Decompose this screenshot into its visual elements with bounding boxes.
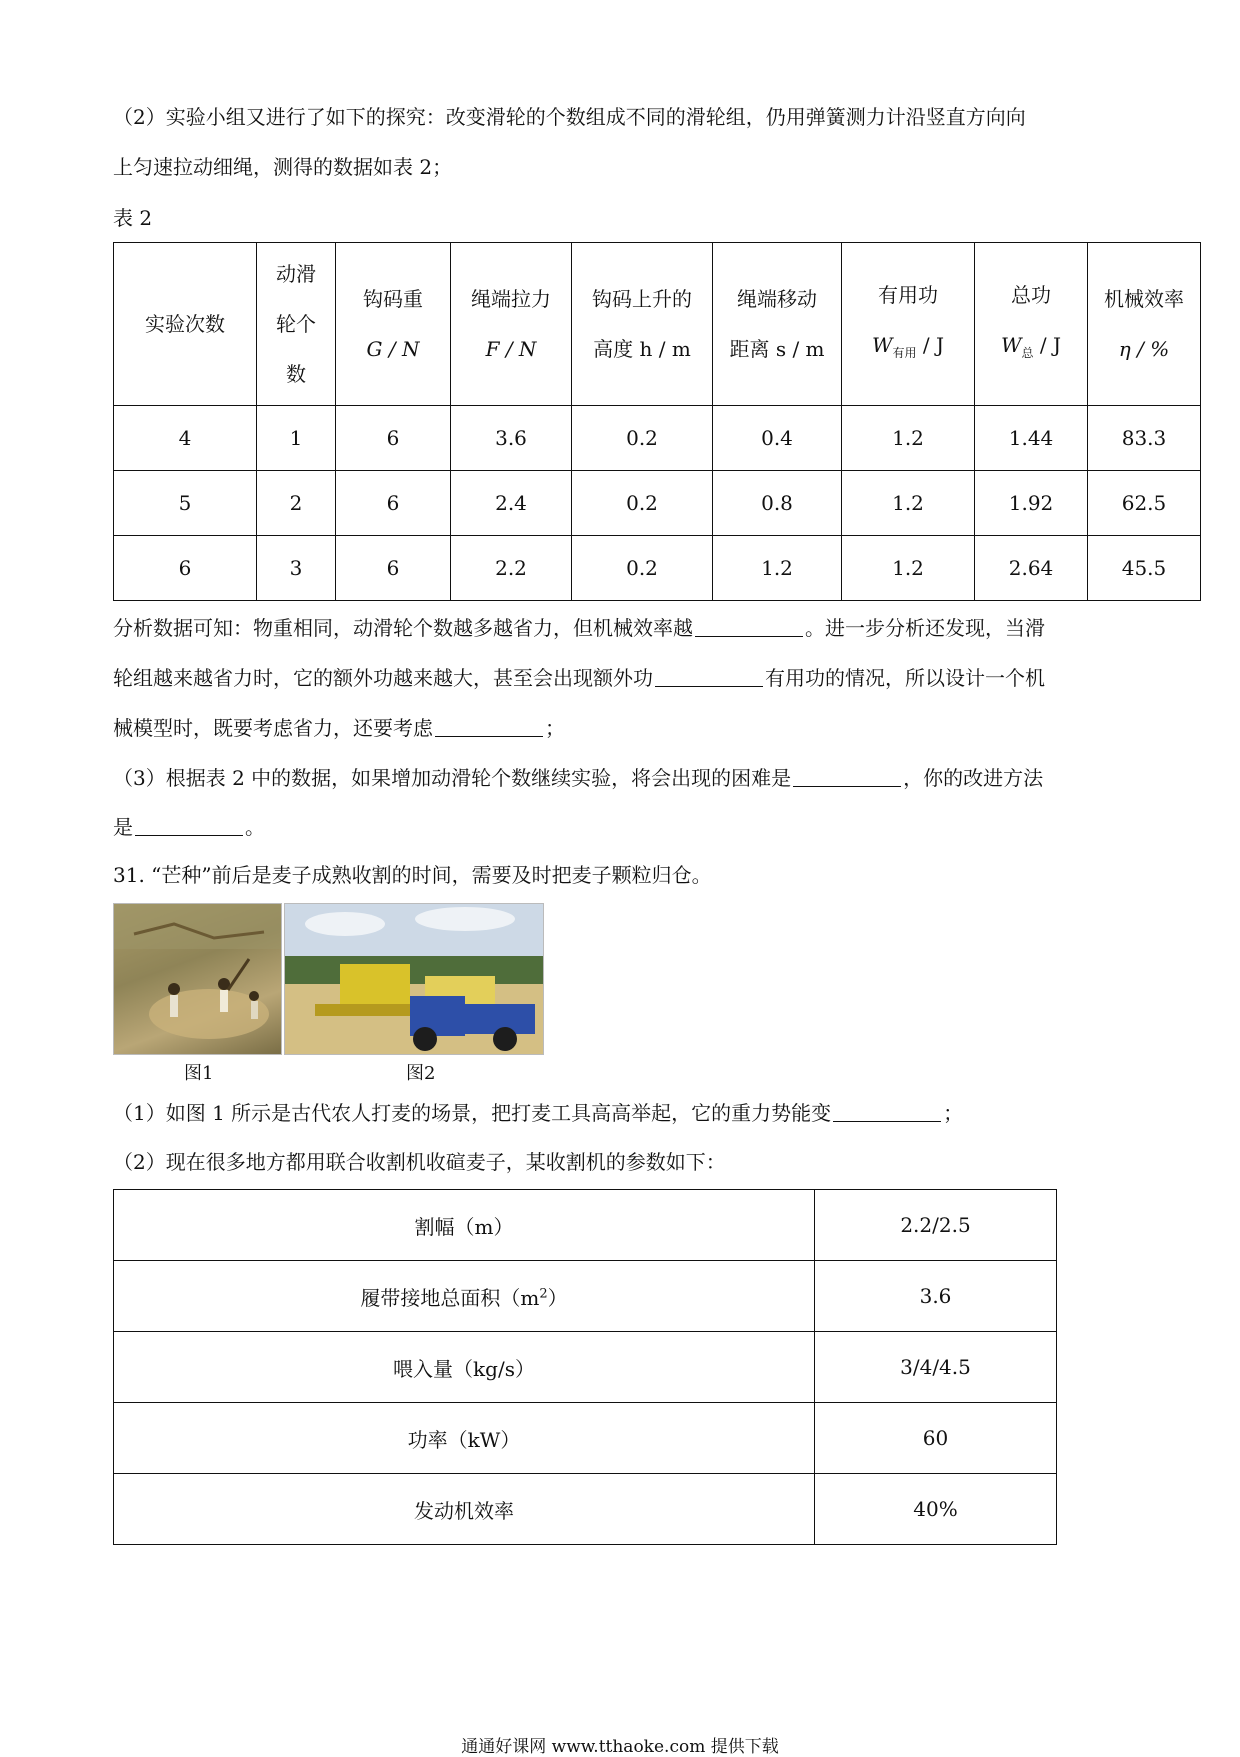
cell: 1.92 [975,471,1088,536]
cell: 5 [114,471,257,536]
cell: 62.5 [1088,471,1201,536]
figure-2-caption: 图2 [406,1063,436,1084]
header-useful-work: 有用功 $W_{有用}$ / J [842,243,975,406]
cell: 3.6 [451,406,572,471]
answer-blank[interactable] [655,666,763,687]
header-pull: 绳端拉力 F / N [451,243,572,406]
q30-part3-line2: 是 。 [113,815,265,839]
cell: 83.3 [1088,406,1201,471]
cell: 45.5 [1088,536,1201,601]
cell: 1.2 [842,406,975,471]
table-row [114,1403,1057,1474]
q31-intro: 31. “芒种”前后是麦子成熟收割的时间，需要及时把麦子颗粒归仓。 [113,863,712,887]
table-row [114,471,1201,536]
cell: 4 [114,406,257,471]
cell: 2.2 [451,536,572,601]
param-label: 割幅（m） [114,1190,815,1261]
cell: 6 [336,536,451,601]
q30-part2-line2: 上匀速拉动细绳，测得的数据如表 2； [113,155,453,179]
answer-blank[interactable] [435,716,543,737]
answer-blank[interactable] [695,616,803,637]
cell: 2 [257,471,336,536]
answer-blank[interactable] [135,815,243,836]
cell: 0.2 [572,536,713,601]
param-label: 发动机效率 [114,1474,815,1545]
table-2 [113,242,1201,601]
param-value: 40% [815,1474,1057,1545]
param-value: 2.2/2.5 [815,1190,1057,1261]
answer-blank[interactable] [793,766,901,787]
cell: 6 [114,536,257,601]
cell: 1.44 [975,406,1088,471]
q31-part1: （1）如图 1 所示是古代农人打麦的场景，把打麦工具高高举起，它的重力势能变 ； [113,1101,964,1125]
cell: 2.64 [975,536,1088,601]
header-height: 钩码上升的 高度 h / m [572,243,713,406]
param-label: 功率（kW） [114,1403,815,1474]
cell: 1.2 [842,471,975,536]
q30-part2-line1: （2）实验小组又进行了如下的探究：改变滑轮的个数组成不同的滑轮组，仍用弹簧测力计沿竖直方向向 [113,105,1026,129]
header-efficiency: 机械效率 η / % [1088,243,1201,406]
table-row [114,1332,1057,1403]
param-label: 履带接地总面积$(m^2)$ [114,1261,815,1332]
cell: 6 [336,406,451,471]
header-distance: 绳端移动 距离 s / m [713,243,842,406]
param-label: 喂入量（kg/s） [114,1332,815,1403]
header-pulleys: 动滑 轮个 数 [257,243,336,406]
header-weight: 钩码重 G / N [336,243,451,406]
cell: 6 [336,471,451,536]
table-row [114,1261,1057,1332]
header-trial: 实验次数 [114,243,257,406]
answer-blank[interactable] [833,1101,941,1122]
cell: 1 [257,406,336,471]
cell: 0.2 [572,406,713,471]
harvester-params-table [113,1189,1057,1545]
param-value: 3/4/4.5 [815,1332,1057,1403]
analysis-line1: 分析数据可知：物重相同，动滑轮个数越多越省力，但机械效率越 。进一步分析还发现，当滑 [113,616,1045,640]
param-value: 60 [815,1403,1057,1474]
q30-part3-line1: （3）根据表 2 中的数据，如果增加动滑轮个数继续实验，将会出现的困难是 ，你的改进方法 [113,766,1044,790]
analysis-line2: 轮组越来越省力时，它的额外功越来越大，甚至会出现额外功 有用功的情况，所以设计一个机 [113,666,1045,690]
cell: 0.4 [713,406,842,471]
figure-1-image [113,903,282,1055]
table-row [114,1190,1057,1261]
table-row [114,536,1201,601]
table2-header-row [114,243,1201,406]
cell: 3 [257,536,336,601]
header-total-work: 总功 $W_总$ / J [975,243,1088,406]
figure-1-caption: 图1 [184,1063,214,1084]
table-row [114,406,1201,471]
cell: 0.8 [713,471,842,536]
footer-watermark: 通通好课网 www.tthaoke.com 提供下载 [461,1737,779,1757]
analysis-line3: 械模型时，既要考虑省力，还要考虑 ； [113,716,565,740]
figure-2-image [284,903,544,1055]
table2-caption: 表 2 [113,206,153,230]
table-row [114,1474,1057,1545]
cell: 0.2 [572,471,713,536]
cell: 2.4 [451,471,572,536]
param-value: 3.6 [815,1261,1057,1332]
q31-part2: （2）现在很多地方都用联合收割机收碹麦子，某收割机的参数如下： [113,1150,726,1174]
cell: 1.2 [842,536,975,601]
cell: 1.2 [713,536,842,601]
